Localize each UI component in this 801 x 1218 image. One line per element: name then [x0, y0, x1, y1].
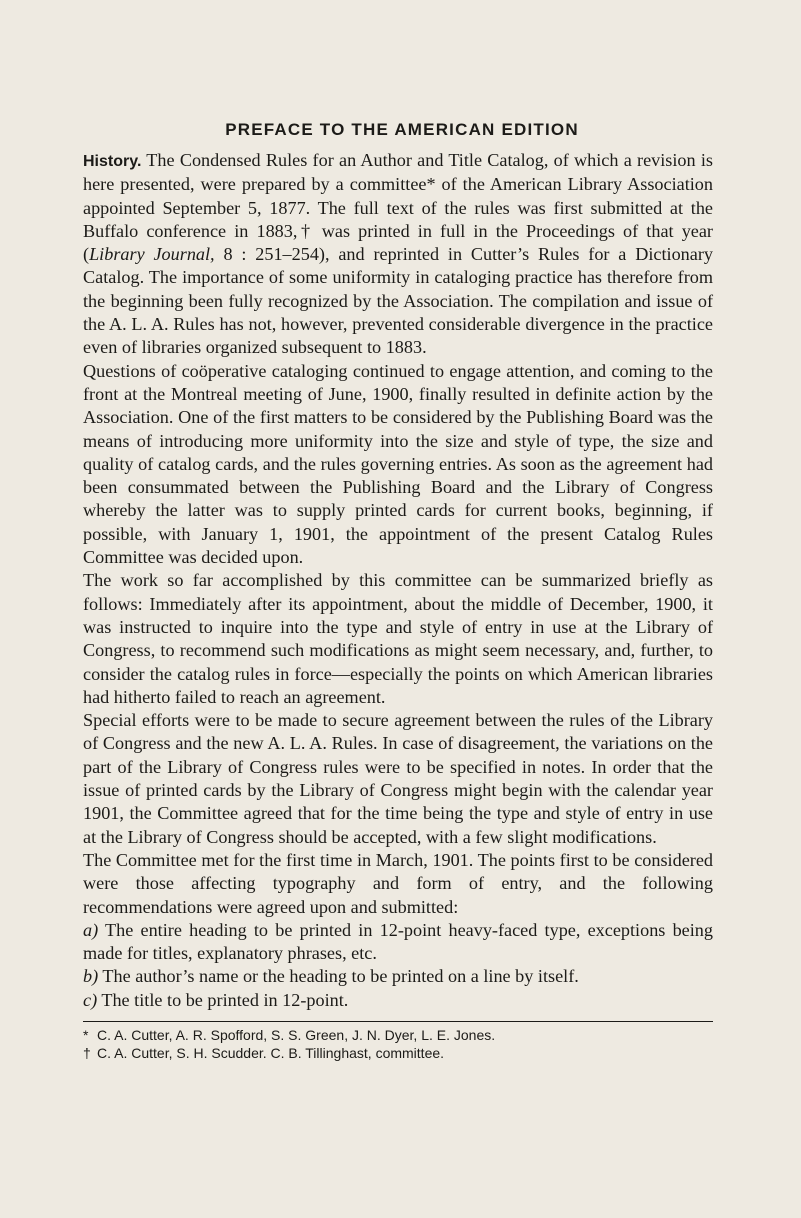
paragraph-cooperative-cataloging: Questions of coöperative cataloging continued to engage attention, and coming to the front at the Montreal meeting of June, 1900, finally resulted in definite action by the Association. One of the first matters to be considered by the Publishing Board was the means of introducing more uniformity into the size and style of type, the size and quality of catalog cards, and the rules governing entries. As soon as the agreement had been consummated between the Publishing Board and the Library of Congress whereby the latter was to supply printed cards for current books, beginning, if possible, with January 1, 1901, the appointment of the present Catalog Rules Committee was decided upon.: [83, 360, 713, 568]
item-text: The entire heading to be printed in 12-point heavy-faced type, exceptions being made for titles, explanatory phrases, etc.: [83, 919, 713, 964]
page-title: PREFACE TO THE AMERICAN EDITION: [225, 120, 579, 139]
run-in-heading: History.: [83, 153, 142, 170]
page: [83, 120, 713, 1062]
recommendation-item: [83, 989, 713, 1012]
item-text: The author’s name or the heading to be printed on a line by itself.: [98, 966, 579, 987]
item-text: The title to be printed in 12-point.: [97, 989, 349, 1010]
paragraph-text: 8 : 251–254), and reprinted in Cutter’s Rules for a Dictionary Catalog. The importance of some uniformity in cataloging practice has therefore from the beginning been fully recognized by the Association. The compilation and issue of the A. L. A. Rules has not, however, prevented considerable divergence in the practice even of libraries organized subsequent to 1883.: [83, 244, 713, 358]
paragraph-special-efforts: Special efforts were to be made to secure agreement between the rules of the Library of Congress and the new A. L. A. Rules. In case of disagreement, the variations on the part of the Library of Congress rules were to be specified in notes. In order that the issue of printed cards by the Library of Congress might begin with the calendar year 1901, the Committee agreed that for the time being the type and style of entry in use at the Library of Congress should be accepted, with a few slight modifications.: [83, 710, 713, 847]
footnote-text: C. A. Cutter, A. R. Spofford, S. S. Green, J. N. Dyer, L. E. Jones.: [97, 1026, 496, 1043]
footnote-text: C. A. Cutter, S. H. Scudder. C. B. Tillinghast, committee.: [97, 1044, 445, 1061]
recommendation-item: [83, 919, 713, 966]
paragraph-text: The Condensed Rules for an Author and Title Catalog, of which a revision is here presented, were prepared by a committee* of the American Library Association appointed September 5, 1877. The full text of the rules was first submitted at the Buffalo conference in 1883,† was printed in full in the Proceedings of that year (: [83, 150, 713, 265]
paragraph-first-meeting: The Committee met for the first time in March, 1901. The points first to be considered were those affecting typography and form of entry, and the following recommendations were agreed upon and submitted:: [83, 849, 713, 917]
footnote-divider: [83, 1021, 713, 1022]
footnote-mark: *: [83, 1026, 89, 1043]
recommendation-item: [83, 965, 713, 988]
paragraph-history: [83, 149, 713, 360]
item-label: a): [83, 919, 99, 940]
footnote-mark: †: [83, 1044, 91, 1061]
item-label: b): [83, 966, 99, 987]
footnote: [83, 1026, 713, 1044]
journal-title: Library Journal,: [89, 244, 215, 265]
paragraph-committee-work: The work so far accomplished by this committee can be summarized briefly as follows: Immediately after its appointment, about the middle of December, 1900, it was instructed to inquire into the type and style of entry in use at the Library of Congress, to recommend such modifications as might seem necessary, and, further, to consider the catalog rules in force—especially the points on which American libraries had hitherto failed to reach an agreement.: [83, 570, 713, 707]
item-label: c): [83, 989, 98, 1010]
footnote: [83, 1044, 713, 1062]
